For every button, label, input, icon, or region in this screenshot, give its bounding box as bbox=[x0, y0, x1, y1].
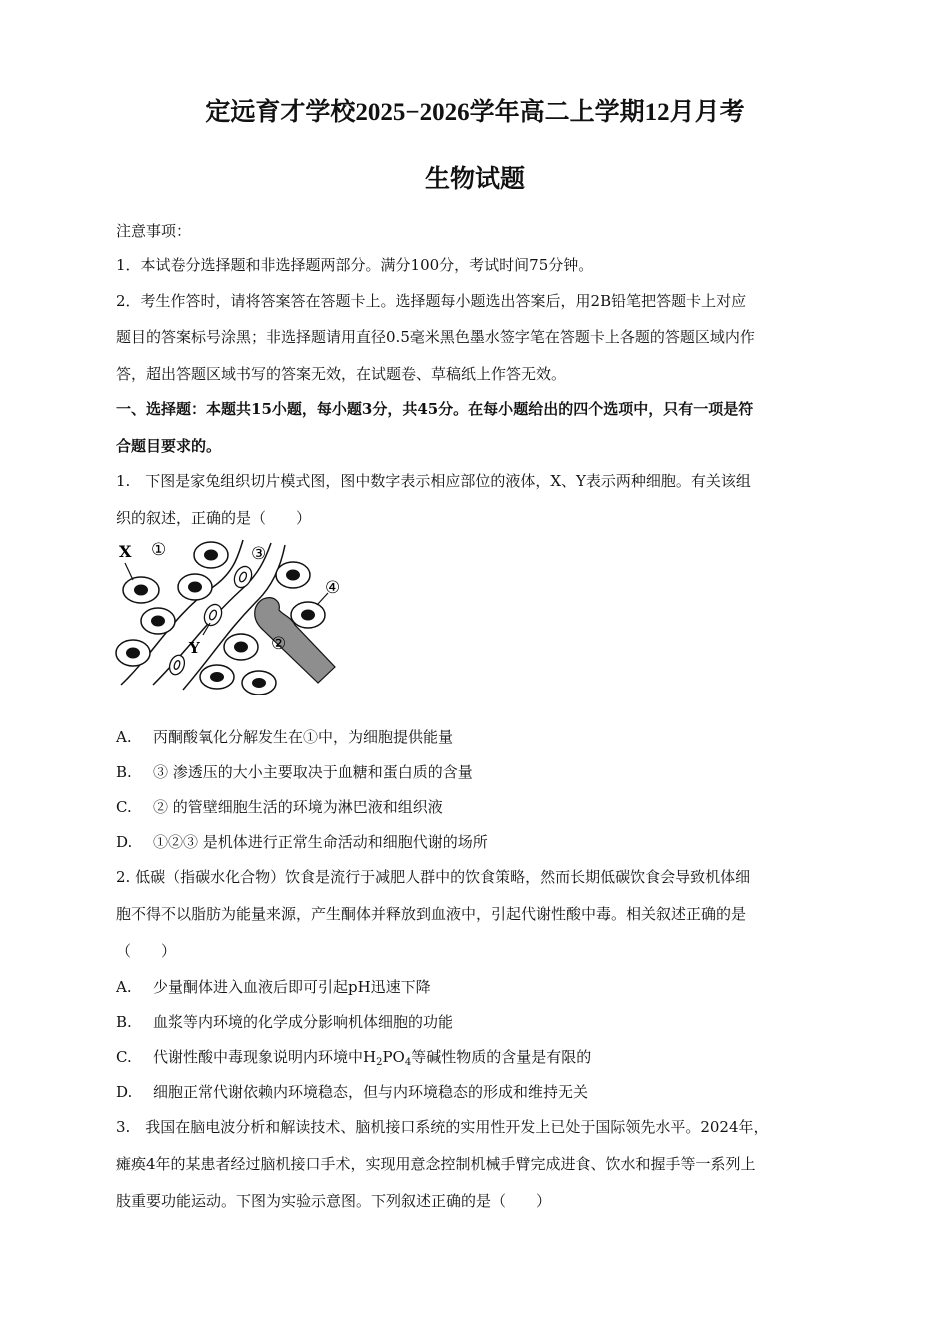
q2-stem-line-1: 2. 低碳（指碳水化合物）饮食是流行于减肥人群中的饮食策略，然而长期低碳饮食会导致机体细 bbox=[116, 868, 751, 886]
option-letter: A. bbox=[116, 978, 132, 996]
option-letter: D. bbox=[116, 833, 133, 851]
option-text: ② 的管壁细胞生活的环境为淋巴液和组织液 bbox=[153, 798, 443, 816]
q1-option-a[interactable] bbox=[116, 727, 840, 747]
q2-option-b[interactable] bbox=[116, 1012, 840, 1032]
subscript-2: 2 bbox=[376, 1057, 383, 1068]
q2-stem-line-2: 胞不得不以脂肪为能量来源，产生酮体并释放到血液中，引起代谢性酸中毒。相关叙述正确的是 bbox=[116, 905, 747, 923]
q3-stem-line-3: 肢重要功能运动。下图为实验示意图。下列叙述正确的是（ ） bbox=[116, 1192, 552, 1210]
option-text-after: 等碱性物质的含量是有限的 bbox=[411, 1048, 592, 1066]
option-text-mid: PO bbox=[382, 1048, 405, 1066]
option-letter: B. bbox=[116, 1013, 132, 1031]
q1-stem-line-1: 1. 下图是家兔组织切片模式图，图中数字表示相应部位的液体，X、Y表示两种细胞。有关该组 bbox=[116, 472, 751, 490]
label-x: X bbox=[119, 542, 132, 561]
note-2-line-2: 题目的答案标号涂黑；非选择题请用直径0.5毫米黑色墨水签字笔在答题卡上各题的答题区域内作 bbox=[116, 328, 755, 346]
q1-option-b[interactable] bbox=[116, 762, 840, 782]
subscript-4: 4 bbox=[404, 1057, 412, 1068]
option-text: 血浆等内环境的化学成分影响机体细胞的功能 bbox=[153, 1013, 454, 1031]
option-letter: B. bbox=[116, 763, 132, 781]
exam-subject: 生物试题 bbox=[424, 166, 525, 193]
option-text-before: 代谢性酸中毒现象说明内环境中H bbox=[153, 1048, 377, 1066]
q2-stem-line-3: （ ） bbox=[116, 942, 177, 960]
q2-option-c[interactable] bbox=[116, 1047, 840, 1067]
q1-stem-line-2: 织的叙述，正确的是（ ） bbox=[116, 509, 312, 527]
option-letter: C. bbox=[116, 1048, 132, 1066]
option-letter: D. bbox=[116, 1083, 133, 1101]
notes-heading: 注意事项： bbox=[116, 222, 192, 240]
exam-title: 定远育才学校2025−2026学年高二上学期12月月考 bbox=[205, 99, 745, 126]
note-1: 1．本试卷分选择题和非选择题两部分。满分100分，考试时间75分钟。 bbox=[116, 256, 594, 274]
section-1-heading-line-1: 一、选择题：本题共15小题，每小题3分，共45分。在每小题给出的四个选项中，只有一项是符 bbox=[116, 400, 754, 418]
note-2-line-1: 2．考生作答时，请将答案答在答题卡上。选择题每小题选出答案后，用2B铅笔把答题卡上对应 bbox=[116, 292, 747, 310]
option-text: ③ 渗透压的大小主要取决于血糖和蛋白质的含量 bbox=[153, 763, 473, 781]
section-1-heading-line-2: 合题目要求的。 bbox=[116, 437, 222, 455]
option-letter: C. bbox=[116, 798, 132, 816]
q1-option-d[interactable] bbox=[116, 832, 840, 852]
rabbit-tissue-figure bbox=[113, 535, 353, 695]
q2-option-d[interactable] bbox=[116, 1082, 840, 1102]
option-text: 细胞正常代谢依赖内环境稳态，但与内环境稳态的形成和维持无关 bbox=[153, 1083, 589, 1101]
note-2-line-3: 答，超出答题区域书写的答案无效，在试题卷、草稿纸上作答无效。 bbox=[116, 365, 567, 383]
q3-stem-line-1: 3. 我国在脑电波分析和解读技术、脑机接口系统的实用性开发上已处于国际领先水平。2024年， bbox=[116, 1118, 769, 1136]
q1-option-c[interactable] bbox=[116, 797, 840, 817]
q3-stem-line-2: 瘫痪4年的某患者经过脑机接口手术，实现用意念控制机械手臂完成进食、饮水和握手等一系列上 bbox=[116, 1155, 756, 1173]
label-3: ③ bbox=[251, 544, 267, 564]
label-y: Y bbox=[189, 639, 200, 657]
option-text: 丙酮酸氧化分解发生在①中，为细胞提供能量 bbox=[153, 728, 454, 746]
label-4: ④ bbox=[325, 578, 341, 598]
option-text: 少量酮体进入血液后即可引起pH迅速下降 bbox=[153, 978, 431, 996]
option-letter: A. bbox=[116, 728, 132, 746]
label-1: ① bbox=[151, 540, 167, 560]
label-2: ② bbox=[271, 634, 287, 654]
label-x-leader bbox=[125, 563, 133, 580]
q2-option-a[interactable] bbox=[116, 977, 840, 997]
option-text: ①②③ 是机体进行正常生命活动和细胞代谢的场所 bbox=[153, 833, 488, 851]
